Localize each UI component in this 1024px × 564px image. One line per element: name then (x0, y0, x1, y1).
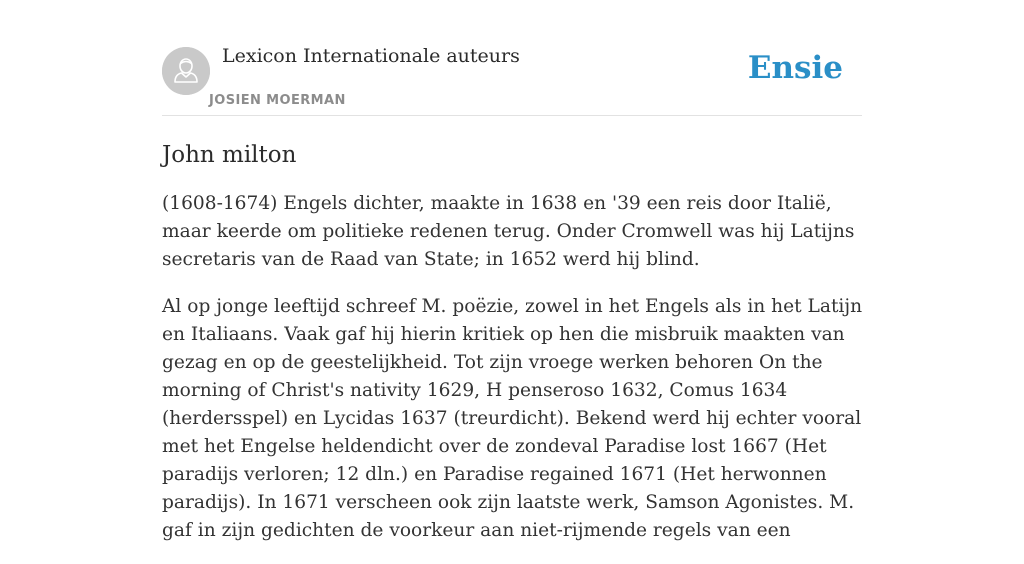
article-title: John milton (162, 142, 297, 168)
header (162, 0, 862, 116)
source-title-link[interactable]: Lexicon Internationale auteurs (222, 45, 520, 67)
user-avatar-icon[interactable] (162, 47, 210, 95)
ensie-logo[interactable]: Ensie (747, 50, 843, 86)
author-link[interactable]: JOSIEN MOERMAN (209, 93, 346, 108)
article-paragraph: (1608-1674) Engels dichter, maakte in 1638 en '39 een reis door Italië, maar keerde om politieke redenen terug. Onder Cromwell was hij Latijns secretaris van de Raad van State; in 1652 werd hij blind. (162, 193, 855, 270)
article-paragraph: Al op jonge leeftijd schreef M. poëzie, zowel in het Engels als in het Latijn en Italiaans. Vaak gaf hij hierin kritiek op hen die misbruik maakten van gezag en op de geestelijkheid. Tot zijn vroege werken behoren On the morning of Christ's nativity 1629, H penseroso 1632, Comus 1634 (herdersspel) en Lycidas 1637 (treurdicht). Bekend werd hij echter vooral met het Engelse heldendicht over de zondeval Paradise lost 1667 (Het paradijs verloren; 12 dln.) en Paradise regained 1671 (Het herwonnen paradijs). In 1671 verscheen ook zijn laatste werk, Samson Agonistes. M. gaf in zijn gedichten de voorkeur aan niet-rijmende regels van een (162, 296, 863, 541)
article-body (162, 138, 866, 564)
